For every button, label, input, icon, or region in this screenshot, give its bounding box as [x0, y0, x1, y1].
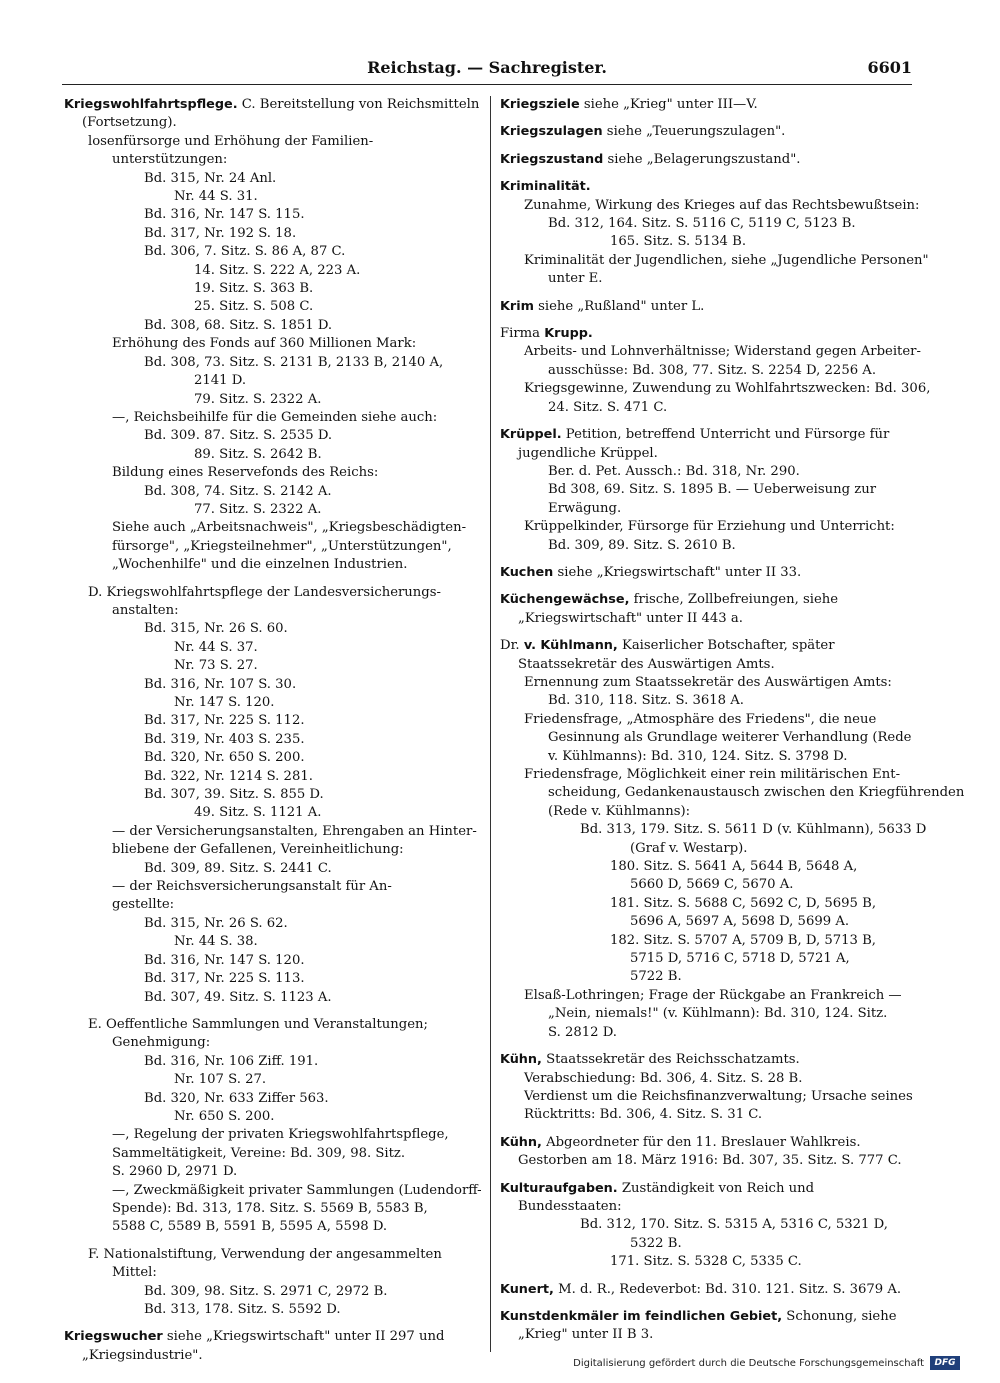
entry-description: Staatssekretär des Reichsschatzamts.: [541, 1052, 800, 1068]
entry-line: 49. Sitz. S. 1121 A.: [194, 805, 322, 821]
entry-line: Bd. 320, Nr. 633 Ziffer 563.: [144, 1090, 329, 1106]
entry-keyword: Krüppel.: [500, 427, 562, 443]
entry-line: 5588 C, 5589 B, 5591 B, 5595 A, 5598 D.: [112, 1219, 388, 1235]
entry-line: losenfürsorge und Erhöhung der Familien-: [88, 133, 374, 149]
entry-heading: [500, 426, 914, 463]
entry-line: 180. Sitz. S. 5641 A, 5644 B, 5648 A,: [610, 859, 858, 875]
entry-line: 5322 B.: [630, 1235, 682, 1251]
entry-line: Spende): Bd. 313, 178. Sitz. S. 5569 B, 5583 B,: [112, 1200, 428, 1216]
entry-line: Bd. 313, 178. Sitz. S. 5592 D.: [144, 1302, 341, 1317]
entry-line: unter E.: [548, 271, 603, 287]
entry-description: siehe „Rußland" unter L.: [533, 298, 705, 314]
entry-line: Bd. 307, 39. Sitz. S. 855 D.: [144, 787, 324, 803]
entry-line: 14. Sitz. S. 222 A, 223 A.: [194, 262, 361, 278]
entry-line: Genehmigung:: [112, 1035, 211, 1051]
entry-line: Bd. 316, Nr. 147 S. 115.: [144, 207, 305, 223]
entry-heading: [64, 1328, 484, 1365]
right-column: [500, 96, 965, 1354]
entry-line: Bd. 315, Nr. 26 S. 62.: [144, 915, 288, 931]
entry-heading: [500, 591, 914, 628]
page-header: [62, 58, 912, 85]
entry-line: Gesinnung als Grundlage weiterer Verhandlung (Rede: [548, 730, 912, 746]
entry-keyword: Kriegszulagen: [500, 124, 603, 140]
entry-line: 19. Sitz. S. 363 B.: [194, 281, 314, 297]
entry-description: Petition, betreffend Unterricht und Fürsorge für jugendliche Krüppel.: [518, 427, 890, 461]
entry-line: Mittel:: [112, 1265, 157, 1281]
entry-line: Bd. 309. 87. Sitz. S. 2535 D.: [144, 428, 333, 444]
entry-keyword: Kuchen: [500, 564, 554, 580]
entry-description: siehe „Teuerungszulagen".: [602, 124, 786, 140]
entry-line: Bd. 320, Nr. 650 S. 200.: [144, 750, 305, 766]
entry-description: frische, Zollbefreiungen, siehe „Kriegswirtschaft" unter II 443 a.: [518, 592, 839, 626]
entry-line: Bd. 315, Nr. 26 S. 60.: [144, 621, 288, 637]
entry-line: Ernennung zum Staatssekretär des Auswärtigen Amts:: [524, 674, 892, 690]
index-entry: [500, 325, 931, 417]
entry-line: unterstützungen:: [112, 152, 228, 168]
entry-line: Nr. 650 S. 200.: [174, 1108, 275, 1124]
index-entry: [500, 178, 929, 288]
entry-line: Erhöhung des Fonds auf 360 Millionen Mark:: [112, 336, 417, 352]
entry-line: 24. Sitz. S. 471 C.: [548, 399, 668, 415]
entry-line: scheidung, Gedankenaustausch zwischen den Kriegführenden: [548, 785, 965, 801]
entry-heading: [500, 151, 914, 169]
entry-line: 171. Sitz. S. 5328 C, 5335 C.: [610, 1254, 802, 1270]
entry-line: Nr. 44 S. 31.: [174, 189, 258, 205]
entry-description: Kaiserlicher Botschafter, später Staatssekretär des Auswärtigen Amts.: [518, 638, 835, 672]
entry-line: Nr. 107 S. 27.: [174, 1072, 267, 1088]
entry-line: Bd. 317, Nr. 225 S. 112.: [144, 713, 305, 729]
column-divider: [490, 96, 491, 1352]
entry-line: 5660 D, 5669 C, 5670 A.: [630, 877, 794, 893]
entry-heading: [64, 96, 484, 133]
entry-line: Arbeits- und Lohnverhältnisse; Widerstand gegen Arbeiter-: [524, 344, 921, 360]
entry-line: —, Regelung der privaten Kriegswohlfahrtspflege,: [112, 1127, 449, 1143]
entry-line: Bd. 309, 98. Sitz. S. 2971 C, 2972 B.: [144, 1283, 388, 1299]
entry-line: Bd. 313, 179. Sitz. S. 5611 D (v. Kühlmann), 5633 D: [580, 822, 927, 838]
entry-heading: [500, 178, 914, 196]
index-entry: [64, 1016, 484, 1237]
entry-line: anstalten:: [112, 602, 179, 618]
entry-line: Nr. 147 S. 120.: [174, 695, 275, 710]
index-entry: [64, 1328, 484, 1365]
entry-line: 5715 D, 5716 C, 5718 D, 5721 A,: [630, 951, 850, 967]
entry-line: D. Kriegswohlfahrtspflege der Landesversicherungs-: [88, 584, 441, 600]
entry-prefix: Dr.: [500, 638, 524, 654]
running-title: Reichstag. — Sachregister.: [367, 58, 607, 77]
entry-line: Bd. 312, 164. Sitz. S. 5116 C, 5119 C, 5123 B.: [548, 216, 856, 232]
index-entry: [500, 1134, 914, 1171]
entry-line: Sammeltätigkeit, Vereine: Bd. 309, 98. Sitz.: [112, 1145, 406, 1161]
index-entry: [64, 96, 484, 575]
entry-description: siehe „Kriegswirtschaft" unter II 297 und „Kriegsindustrie".: [82, 1329, 445, 1363]
entry-line: fürsorge", „Kriegsteilnehmer", „Unterstützungen",: [112, 538, 452, 554]
entry-line: (Graf v. Westarp).: [630, 840, 748, 856]
entry-keyword: Küchengewächse,: [500, 592, 630, 608]
entry-heading: [500, 1281, 914, 1299]
entry-keyword: Kriegszustand: [500, 151, 604, 167]
entry-line: Friedensfrage, „Atmosphäre des Friedens", die neue: [524, 711, 877, 727]
entry-keyword: Kunert,: [500, 1281, 554, 1297]
entry-keyword: v. Kühlmann,: [523, 638, 618, 654]
entry-line: 89. Sitz. S. 2642 B.: [194, 446, 322, 462]
entry-line: — der Versicherungsanstalten, Ehrengaben an Hinter-: [112, 823, 477, 839]
entry-line: S. 2812 D.: [548, 1024, 617, 1040]
dfg-logo-icon: DFG: [930, 1356, 960, 1370]
index-entry: [500, 1308, 914, 1345]
entry-line: Bd. 316, Nr. 147 S. 120.: [144, 952, 305, 968]
entry-keyword: Krim: [500, 298, 534, 314]
entry-line: —, Reichsbeihilfe für die Gemeinden siehe auch:: [112, 409, 438, 425]
entry-heading: [500, 123, 914, 141]
index-entry: [500, 1281, 914, 1299]
entry-keyword: Kühn,: [500, 1052, 542, 1068]
entry-line: bliebene der Gefallenen, Vereinheitlichung:: [112, 842, 404, 858]
entry-line: Ber. d. Pet. Aussch.: Bd. 318, Nr. 290.: [548, 463, 800, 479]
entry-line: Verabschiedung: Bd. 306, 4. Sitz. S. 28 B.: [524, 1070, 803, 1086]
entry-line: Bd. 316, Nr. 106 Ziff. 191.: [144, 1053, 319, 1069]
entry-description: siehe „Krieg" unter III—V.: [579, 97, 758, 112]
entry-line: Kriminalität der Jugendlichen, siehe „Jugendliche Personen": [524, 252, 929, 268]
entry-line: —, Zweckmäßigkeit privater Sammlungen (Ludendorff-: [112, 1182, 482, 1198]
index-entry: [500, 637, 965, 1042]
entry-line: Kriegsgewinne, Zuwendung zu Wohlfahrtszwecken: Bd. 306,: [524, 381, 931, 397]
entry-heading: [500, 1051, 914, 1069]
entry-line: Bd. 308, 73. Sitz. S. 2131 B, 2133 B, 2140 A,: [144, 354, 444, 370]
footer-credit: Digitalisierung gefördert durch die Deutsche Forschungsgemeinschaft: [573, 1357, 924, 1369]
entry-line: 165. Sitz. S. 5134 B.: [610, 234, 747, 250]
entry-description: Abgeordneter für den 11. Breslauer Wahlkreis. Gestorben am 18. März 1916: Bd. 307, 35. Sitz. S. 777 C.: [518, 1134, 902, 1169]
index-entry: [500, 96, 914, 114]
entry-description: M. d. R., Redeverbot: Bd. 310. 121. Sitz. S. 3679 A.: [553, 1281, 902, 1297]
entry-line: Bd. 319, Nr. 403 S. 235.: [144, 731, 305, 747]
entry-line: „Wochenhilfe" und die einzelnen Industrien.: [112, 557, 408, 573]
entry-line: Bd. 307, 49. Sitz. S. 1123 A.: [144, 989, 332, 1005]
entry-description: siehe „Kriegswirtschaft" unter II 33.: [553, 564, 802, 580]
entry-line: S. 2960 D, 2971 D.: [112, 1164, 238, 1180]
entry-line: Friedensfrage, Möglichkeit einer rein militärischen Ent-: [524, 767, 901, 782]
entry-line: Erwägung.: [548, 500, 622, 516]
entry-line: Bd. 309, 89. Sitz. S. 2610 B.: [548, 537, 736, 553]
entry-line: Bd. 306, 7. Sitz. S. 86 A, 87 C.: [144, 244, 346, 260]
footer: [573, 1356, 960, 1370]
entry-line: 2141 D.: [194, 373, 247, 389]
entry-description: Zuständigkeit von Reich und Bundesstaaten:: [518, 1180, 815, 1214]
entry-line: Bd. 316, Nr. 107 S. 30.: [144, 676, 297, 692]
entry-line: 181. Sitz. S. 5688 C, 5692 C, D, 5695 B,: [610, 895, 877, 911]
entry-line: Bd. 310, 118. Sitz. S. 3618 A.: [548, 693, 744, 709]
entry-line: Bd. 315, Nr. 24 Anl.: [144, 170, 277, 186]
entry-line: — der Reichsversicherungsanstalt für An-: [112, 879, 392, 895]
index-entry: [500, 298, 914, 316]
entry-line: Bd. 312, 170. Sitz. S. 5315 A, 5316 C, 5321 D,: [580, 1217, 888, 1233]
entry-line: 79. Sitz. S. 2322 A.: [194, 391, 322, 407]
index-entry: [500, 151, 914, 169]
entry-heading: [500, 637, 914, 674]
entry-keyword: Krupp.: [544, 326, 593, 342]
entry-heading: [500, 1180, 914, 1217]
entry-keyword: Kriegswohlfahrtspflege.: [64, 97, 238, 112]
entry-line: Bd. 317, Nr. 192 S. 18.: [144, 225, 297, 241]
entry-line: Bildung eines Reservefonds des Reichs:: [112, 465, 379, 481]
entry-heading: [500, 96, 914, 114]
entry-line: Bd. 308, 74. Sitz. S. 2142 A.: [144, 483, 332, 499]
index-entry: [500, 591, 914, 628]
entry-heading: [500, 298, 914, 316]
entry-description: siehe „Belagerungszustand".: [603, 151, 801, 167]
entry-line: Bd. 308, 68. Sitz. S. 1851 D.: [144, 317, 333, 333]
entry-keyword: Kunstdenkmäler im feindlichen Gebiet,: [500, 1308, 783, 1324]
entry-line: Bd 308, 69. Sitz. S. 1895 B. — Ueberweisung zur: [548, 482, 876, 498]
entry-keyword: Kriminalität.: [500, 179, 591, 195]
entry-line: Zunahme, Wirkung des Krieges auf das Rechtsbewußtsein:: [524, 197, 920, 213]
entry-line: Bd. 322, Nr. 1214 S. 281.: [144, 768, 313, 784]
entry-line: gestellte:: [112, 897, 175, 913]
entry-line: E. Oeffentliche Sammlungen und Veranstaltungen;: [88, 1016, 428, 1032]
entry-line: ausschüsse: Bd. 308, 77. Sitz. S. 2254 D, 2256 A.: [548, 362, 877, 378]
entry-line: Nr. 44 S. 37.: [174, 639, 258, 655]
index-entry: [500, 1180, 914, 1272]
entry-line: Nr. 73 S. 27.: [174, 658, 258, 674]
entry-line: (Rede v. Kühlmanns):: [548, 803, 691, 819]
entry-description: Schonung, siehe „Krieg" unter II B 3.: [518, 1308, 897, 1343]
index-entry: [500, 564, 914, 582]
entry-line: F. Nationalstiftung, Verwendung der angesammelten: [88, 1246, 442, 1262]
entry-description: C. Bereitstellung von Reichsmitteln (Fortsetzung).: [82, 97, 480, 131]
entry-keyword: Kriegsziele: [500, 97, 580, 112]
entry-line: 182. Sitz. S. 5707 A, 5709 B, D, 5713 B,: [610, 932, 876, 948]
entry-prefix: Firma: [500, 326, 545, 342]
entry-line: v. Kühlmanns): Bd. 310, 124. Sitz. S. 3798 D.: [548, 748, 848, 764]
entry-line: Verdienst um die Reichsfinanzverwaltung; Ursache seines: [524, 1088, 913, 1104]
entry-line: Bd. 317, Nr. 225 S. 113.: [144, 971, 305, 987]
entry-line: Nr. 44 S. 38.: [174, 934, 258, 950]
page-number: 6601: [867, 58, 912, 77]
entry-line: Elsaß-Lothringen; Frage der Rückgabe an Frankreich —: [524, 987, 902, 1003]
index-entry: [500, 426, 914, 555]
entry-heading: [500, 1308, 914, 1345]
entry-line: Krüppelkinder, Fürsorge für Erziehung und Unterricht:: [524, 519, 895, 535]
entry-line: Siehe auch „Arbeitsnachweis", „Kriegsbeschädigten-: [112, 520, 467, 536]
entry-keyword: Kulturaufgaben.: [500, 1180, 618, 1196]
entry-line: „Nein, niemals!" (v. Kühlmann): Bd. 310, 124. Sitz.: [548, 1006, 888, 1022]
entry-heading: [500, 1134, 914, 1171]
index-entry: [500, 123, 914, 141]
entry-line: Rücktritts: Bd. 306, 4. Sitz. S. 31 C.: [524, 1107, 763, 1123]
entry-keyword: Kriegswucher: [64, 1329, 163, 1345]
entry-line: 77. Sitz. S. 2322 A.: [194, 501, 322, 517]
entry-line: 5722 B.: [630, 969, 682, 985]
left-column: [64, 96, 484, 1374]
entry-keyword: Kühn,: [500, 1134, 542, 1150]
index-entry: [500, 1051, 914, 1125]
entry-heading: [500, 325, 914, 343]
entry-line: Bd. 309, 89. Sitz. S. 2441 C.: [144, 860, 332, 876]
entry-line: 25. Sitz. S. 508 C.: [194, 299, 314, 315]
entry-line: 5696 A, 5697 A, 5698 D, 5699 A.: [630, 914, 850, 930]
index-entry: [64, 584, 484, 1007]
index-entry: [64, 1246, 484, 1320]
entry-heading: [500, 564, 914, 582]
